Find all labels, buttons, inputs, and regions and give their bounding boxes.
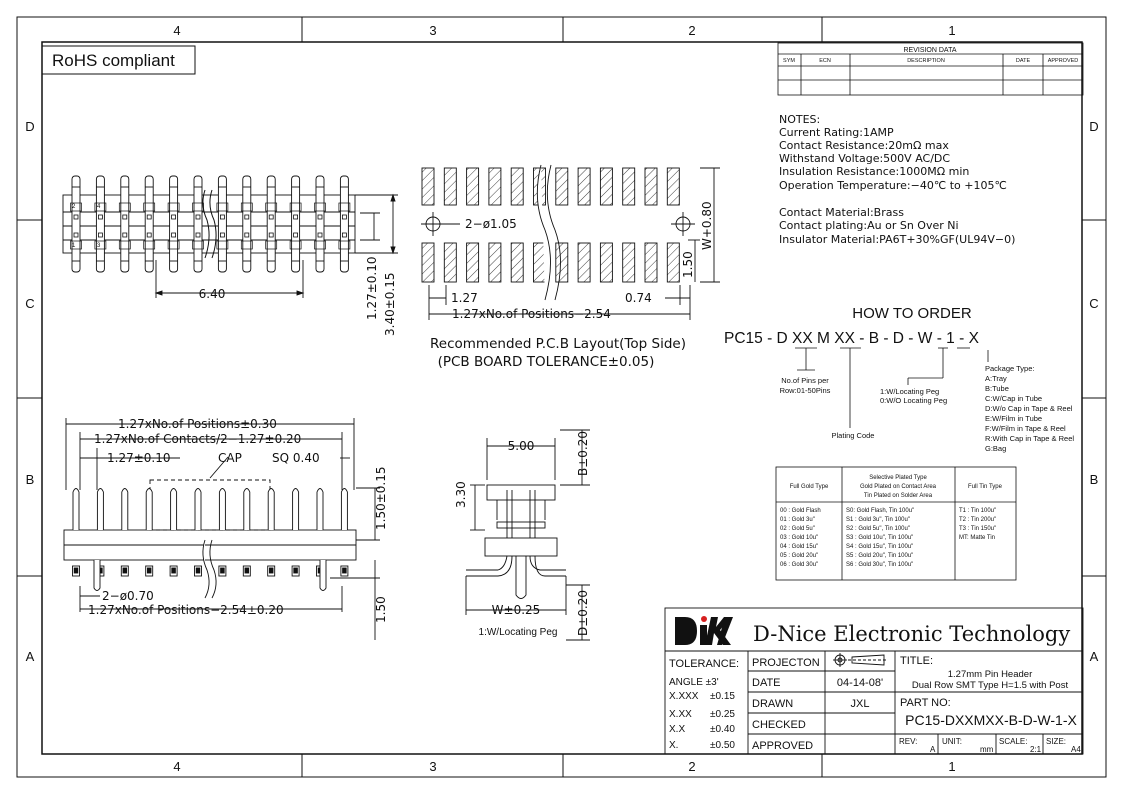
pcb-hole-dim: 2−ø1.05 — [465, 217, 517, 231]
revision-header-description: DESCRIPTION — [907, 58, 945, 64]
package-type-list — [985, 364, 1074, 453]
pcb-dim-pad-width: 0.74 — [625, 291, 652, 305]
order-peg-label-1: 1:W/Locating Peg — [880, 387, 940, 396]
drawing-title-1: 1.27mm Pin Header — [947, 669, 1033, 680]
front-view-pin — [243, 489, 250, 577]
title-label: TITLE: — [900, 655, 934, 667]
checked-label: CHECKED — [752, 719, 806, 731]
note-line: Withstand Voltage:500V AC/DC — [779, 152, 951, 165]
plating-cell-selective: S3 : Gold 10u", Tin 100u" — [846, 535, 914, 541]
top-view-pin — [266, 176, 277, 272]
revision-title: REVISION DATA — [903, 47, 957, 54]
pcb-pad-top — [444, 168, 456, 205]
top-view-pin — [144, 176, 155, 272]
pcb-pad-bottom — [489, 243, 501, 282]
dim-top-pitch: 6.40 — [198, 287, 226, 301]
revision-header-date: DATE — [1015, 58, 1031, 64]
front-dim-tail: 1.50 — [374, 596, 388, 623]
front-dim-peg-dia: 2−ø0.70 — [102, 589, 154, 603]
top-view-pin — [339, 176, 350, 272]
scale-label: SCALE: — [999, 737, 1028, 746]
pcb-caption-2: (PCB BOARD TOLERANCE±0.05) — [437, 354, 655, 370]
plating-header-gold: Full Gold Type — [789, 484, 829, 490]
notes-block — [779, 113, 1015, 246]
company-logo — [675, 616, 733, 645]
side-caption: 1:W/Locating Peg — [478, 627, 558, 638]
front-dim-pitch: 1.27±0.10 — [107, 451, 171, 465]
plating-cell-tin: MT: Matte Tin — [959, 535, 996, 541]
drawn-label: DRAWN — [752, 698, 794, 710]
pcb-dim-pad: 1.50 — [681, 251, 695, 278]
pcb-pad-top — [556, 168, 568, 205]
front-dim-total: 1.27xNo.of Positions±0.30 — [118, 417, 277, 431]
pcb-dim-w: W+0.80 — [700, 201, 714, 250]
order-pins-label-1: No.of Pins per — [781, 376, 829, 385]
pcb-pad-bottom — [578, 243, 590, 282]
order-code: PC15 - D XX M XX - B - D - W - 1 - X — [724, 330, 979, 347]
company-name: D-Nice Electronic Technology — [753, 622, 1071, 646]
top-view-pin — [315, 176, 326, 272]
pcb-pad-bottom — [645, 243, 657, 282]
plating-cell-selective: S1 : Gold 3u", Tin 100u" — [846, 517, 910, 523]
pcb-pad-top — [467, 168, 479, 205]
drawing-title-2: Dual Row SMT Type H=1.5 with Post — [911, 680, 1069, 691]
col-label-1-bottom: 1 — [948, 759, 956, 774]
top-view-pin — [168, 176, 179, 272]
col-label-3-bottom: 3 — [429, 759, 437, 774]
pcb-pad-bottom — [511, 243, 523, 282]
front-view-pin — [146, 489, 153, 577]
front-dim-bottom: 1.27xNo.of Positions−2.54±0.20 — [88, 603, 284, 617]
pcb-pad-top — [623, 168, 635, 205]
row-label-a-right: A — [1089, 649, 1099, 664]
plating-cell-tin: T2 : Tin 200u" — [959, 517, 997, 523]
locating-peg — [320, 560, 326, 591]
plating-header-selective: Tin Plated on Solder Area — [863, 493, 933, 499]
front-view-pin — [73, 489, 80, 577]
row-label-a-left: A — [25, 649, 35, 664]
plating-cell-gold: 03 : Gold 10u" — [780, 535, 819, 541]
part-no-label: PART NO: — [900, 697, 951, 709]
tolerance-value: ±0.25 — [710, 709, 735, 720]
note-line: Contact Resistance:20mΩ max — [779, 139, 949, 152]
pcb-pad-bottom — [623, 243, 635, 282]
front-view-pin — [292, 489, 299, 577]
package-type-item: C:W/Cap in Tube — [985, 394, 1043, 403]
col-label-4-bottom: 4 — [173, 759, 181, 774]
notes-title: NOTES: — [779, 113, 821, 126]
side-dim-d: D±0.20 — [576, 589, 590, 636]
pcb-pad-top — [511, 168, 523, 205]
plating-cell-selective: S6 : Gold 30u", Tin 100u" — [846, 562, 914, 568]
row-label-d-right: D — [1089, 119, 1099, 134]
projection-label: PROJECTON — [752, 657, 820, 669]
dim-top-width: 3.40±0.15 — [383, 272, 397, 336]
how-to-order-title: HOW TO ORDER — [852, 305, 972, 322]
row-label-b-right: B — [1089, 472, 1099, 487]
pcb-pad-top — [600, 168, 612, 205]
material-line: Insulator Material:PA6T+30%GF(UL94V−0) — [779, 233, 1016, 246]
plating-cell-gold: 00 : Gold Flash — [780, 508, 821, 514]
top-view-pin — [290, 176, 301, 272]
package-type-item: D:W/o Cap in Tape & Reel — [985, 404, 1073, 413]
side-dim-h: 3.30 — [454, 481, 468, 508]
plating-cell-gold: 04 : Gold 15u" — [780, 544, 819, 550]
front-view-pin — [341, 489, 348, 577]
plating-cell-tin: T1 : Tin 100u" — [959, 508, 997, 514]
pcb-pad-top — [422, 168, 434, 205]
plating-header-tin: Full Tin Type — [968, 484, 1002, 490]
front-view-pin — [170, 489, 177, 577]
angle-tolerance: ANGLE ±3' — [669, 677, 719, 688]
date-value: 04-14-08' — [836, 677, 884, 689]
rev-value: A — [930, 745, 936, 754]
size-value: A4 — [1071, 745, 1081, 754]
pcb-pad-bottom — [556, 243, 568, 282]
top-view-pin — [241, 176, 252, 272]
plating-header-selective: Gold Plated on Contact Area — [859, 484, 937, 490]
tolerance-label: TOLERANCE: — [669, 658, 740, 670]
pcb-pad-top — [578, 168, 590, 205]
dim-top-row: 1.27±0.10 — [365, 256, 379, 320]
note-line: Current Rating:1AMP — [779, 126, 894, 139]
plating-cell-selective: S2 : Gold 5u", Tin 100u" — [846, 526, 910, 532]
row-label-b-left: B — [25, 472, 35, 487]
package-type-item: F:W/Film in Tape & Reel — [985, 424, 1066, 433]
front-dim-contacts: 1.27xNo.of Contacts/2−1.27±0.20 — [94, 432, 302, 446]
plating-cell-selective: S0: Gold Flash, Tin 100u" — [846, 508, 915, 514]
side-dim-w: W±0.25 — [491, 603, 541, 617]
package-type-item: A:Tray — [985, 374, 1007, 383]
rev-label: REV: — [899, 737, 918, 746]
tolerance-format: X.X — [669, 724, 686, 735]
scale-value: 2:1 — [1030, 745, 1042, 754]
top-view-pin — [95, 176, 106, 272]
pcb-pad-top — [645, 168, 657, 205]
unit-label: UNIT: — [942, 737, 962, 746]
date-label: DATE — [752, 677, 781, 689]
approved-label: APPROVED — [752, 740, 814, 752]
pcb-pad-bottom — [600, 243, 612, 282]
order-plating-label: Plating Code — [831, 431, 875, 440]
front-dim-height: 1.50±0.15 — [374, 466, 388, 530]
revision-header-approved: APPROVED — [1047, 58, 1079, 64]
plating-cell-selective: S4 : Gold 15u", Tin 100u" — [846, 544, 914, 550]
side-dim-b: B±0.20 — [576, 430, 590, 476]
plating-cell-tin: T3 : Tin 150u" — [959, 526, 997, 532]
revision-header-ecn: ECN — [819, 58, 831, 64]
pcb-pad-bottom — [444, 243, 456, 282]
top-view-pin — [71, 176, 82, 272]
tolerance-format: X.XX — [669, 709, 692, 720]
pcb-caption-1: Recommended P.C.B Layout(Top Side) — [430, 336, 686, 352]
tolerance-value: ±0.15 — [710, 691, 735, 702]
note-line: Operation Temperature:−40℃ to +105℃ — [779, 179, 1007, 192]
size-label: SIZE: — [1046, 737, 1067, 746]
row-label-c-left: C — [25, 296, 35, 311]
package-type-item: B:Tube — [985, 384, 1009, 393]
pcb-dim-pitch: 1.27 — [451, 291, 478, 305]
package-type-item: G:Bag — [985, 444, 1007, 453]
pcb-pad-bottom — [467, 243, 479, 282]
pin-number-label: 1 — [72, 243, 76, 249]
pin-number-label: 4 — [97, 204, 101, 210]
tolerance-format: X. — [669, 740, 679, 751]
col-label-4-top: 4 — [173, 23, 181, 38]
revision-header-sym: SYM — [783, 58, 795, 64]
front-sq-label: SQ 0.40 — [272, 451, 320, 465]
pcb-dim-total: 1.27xNo.of Positions−2.54 — [452, 307, 611, 321]
row-label-d-left: D — [25, 119, 35, 134]
top-view-pin — [217, 176, 228, 272]
locating-peg — [94, 560, 100, 591]
pcb-pad-bottom — [667, 243, 679, 282]
top-view-drawing — [63, 176, 398, 298]
pcb-pad-bottom — [422, 243, 434, 282]
pin-number-label: 3 — [97, 243, 101, 249]
pcb-pad-top — [489, 168, 501, 205]
plating-cell-gold: 05 : Gold 20u" — [780, 553, 819, 559]
side-dim-top: 5.00 — [507, 439, 535, 453]
tolerance-value: ±0.50 — [710, 740, 735, 751]
front-view-pin — [121, 489, 128, 577]
front-view-pin — [219, 489, 226, 577]
part-number: PC15-DXXMXX-B-D-W-1-X — [905, 712, 1077, 728]
plating-cell-gold: 06 : Gold 30u" — [780, 562, 819, 568]
package-type-title: Package Type: — [985, 364, 1035, 373]
material-line: Contact plating:Au or Sn Over Ni — [779, 219, 959, 232]
plating-header-selective: Selective Plated Type — [869, 475, 927, 481]
order-peg-label-2: 0:W/O Locating Peg — [880, 396, 948, 405]
col-label-3-top: 3 — [429, 23, 437, 38]
col-label-2-top: 2 — [688, 23, 696, 38]
pin-number-label: 2 — [72, 204, 76, 210]
package-type-item: E:W/Film in Tube — [985, 414, 1043, 423]
plating-cell-selective: S5 : Gold 20u", Tin 100u" — [846, 553, 914, 559]
order-pins-label-2: Row:01-50Pins — [779, 386, 831, 395]
material-line: Contact Material:Brass — [779, 206, 904, 219]
front-view-pin — [268, 489, 275, 577]
note-line: Insulation Resistance:1000MΩ min — [779, 165, 970, 178]
unit-value: mm — [980, 745, 994, 754]
tolerance-format: X.XXX — [669, 691, 699, 702]
top-view-pin — [119, 176, 130, 272]
drawn-value: JXL — [850, 698, 870, 710]
pcb-pad-top — [667, 168, 679, 205]
top-view-pin — [193, 176, 204, 272]
rohs-label: RoHS compliant — [52, 51, 175, 70]
package-type-item: R:With Cap in Tape & Reel — [985, 434, 1075, 443]
row-label-c-right: C — [1089, 296, 1099, 311]
tolerance-value: ±0.40 — [710, 724, 735, 735]
plating-cell-gold: 02 : Gold 5u" — [780, 526, 815, 532]
col-label-2-bottom: 2 — [688, 759, 696, 774]
front-cap-label: CAP — [218, 451, 242, 465]
col-label-1-top: 1 — [948, 23, 956, 38]
plating-cell-gold: 01 : Gold 3u" — [780, 517, 815, 523]
front-view-pin — [195, 489, 202, 577]
